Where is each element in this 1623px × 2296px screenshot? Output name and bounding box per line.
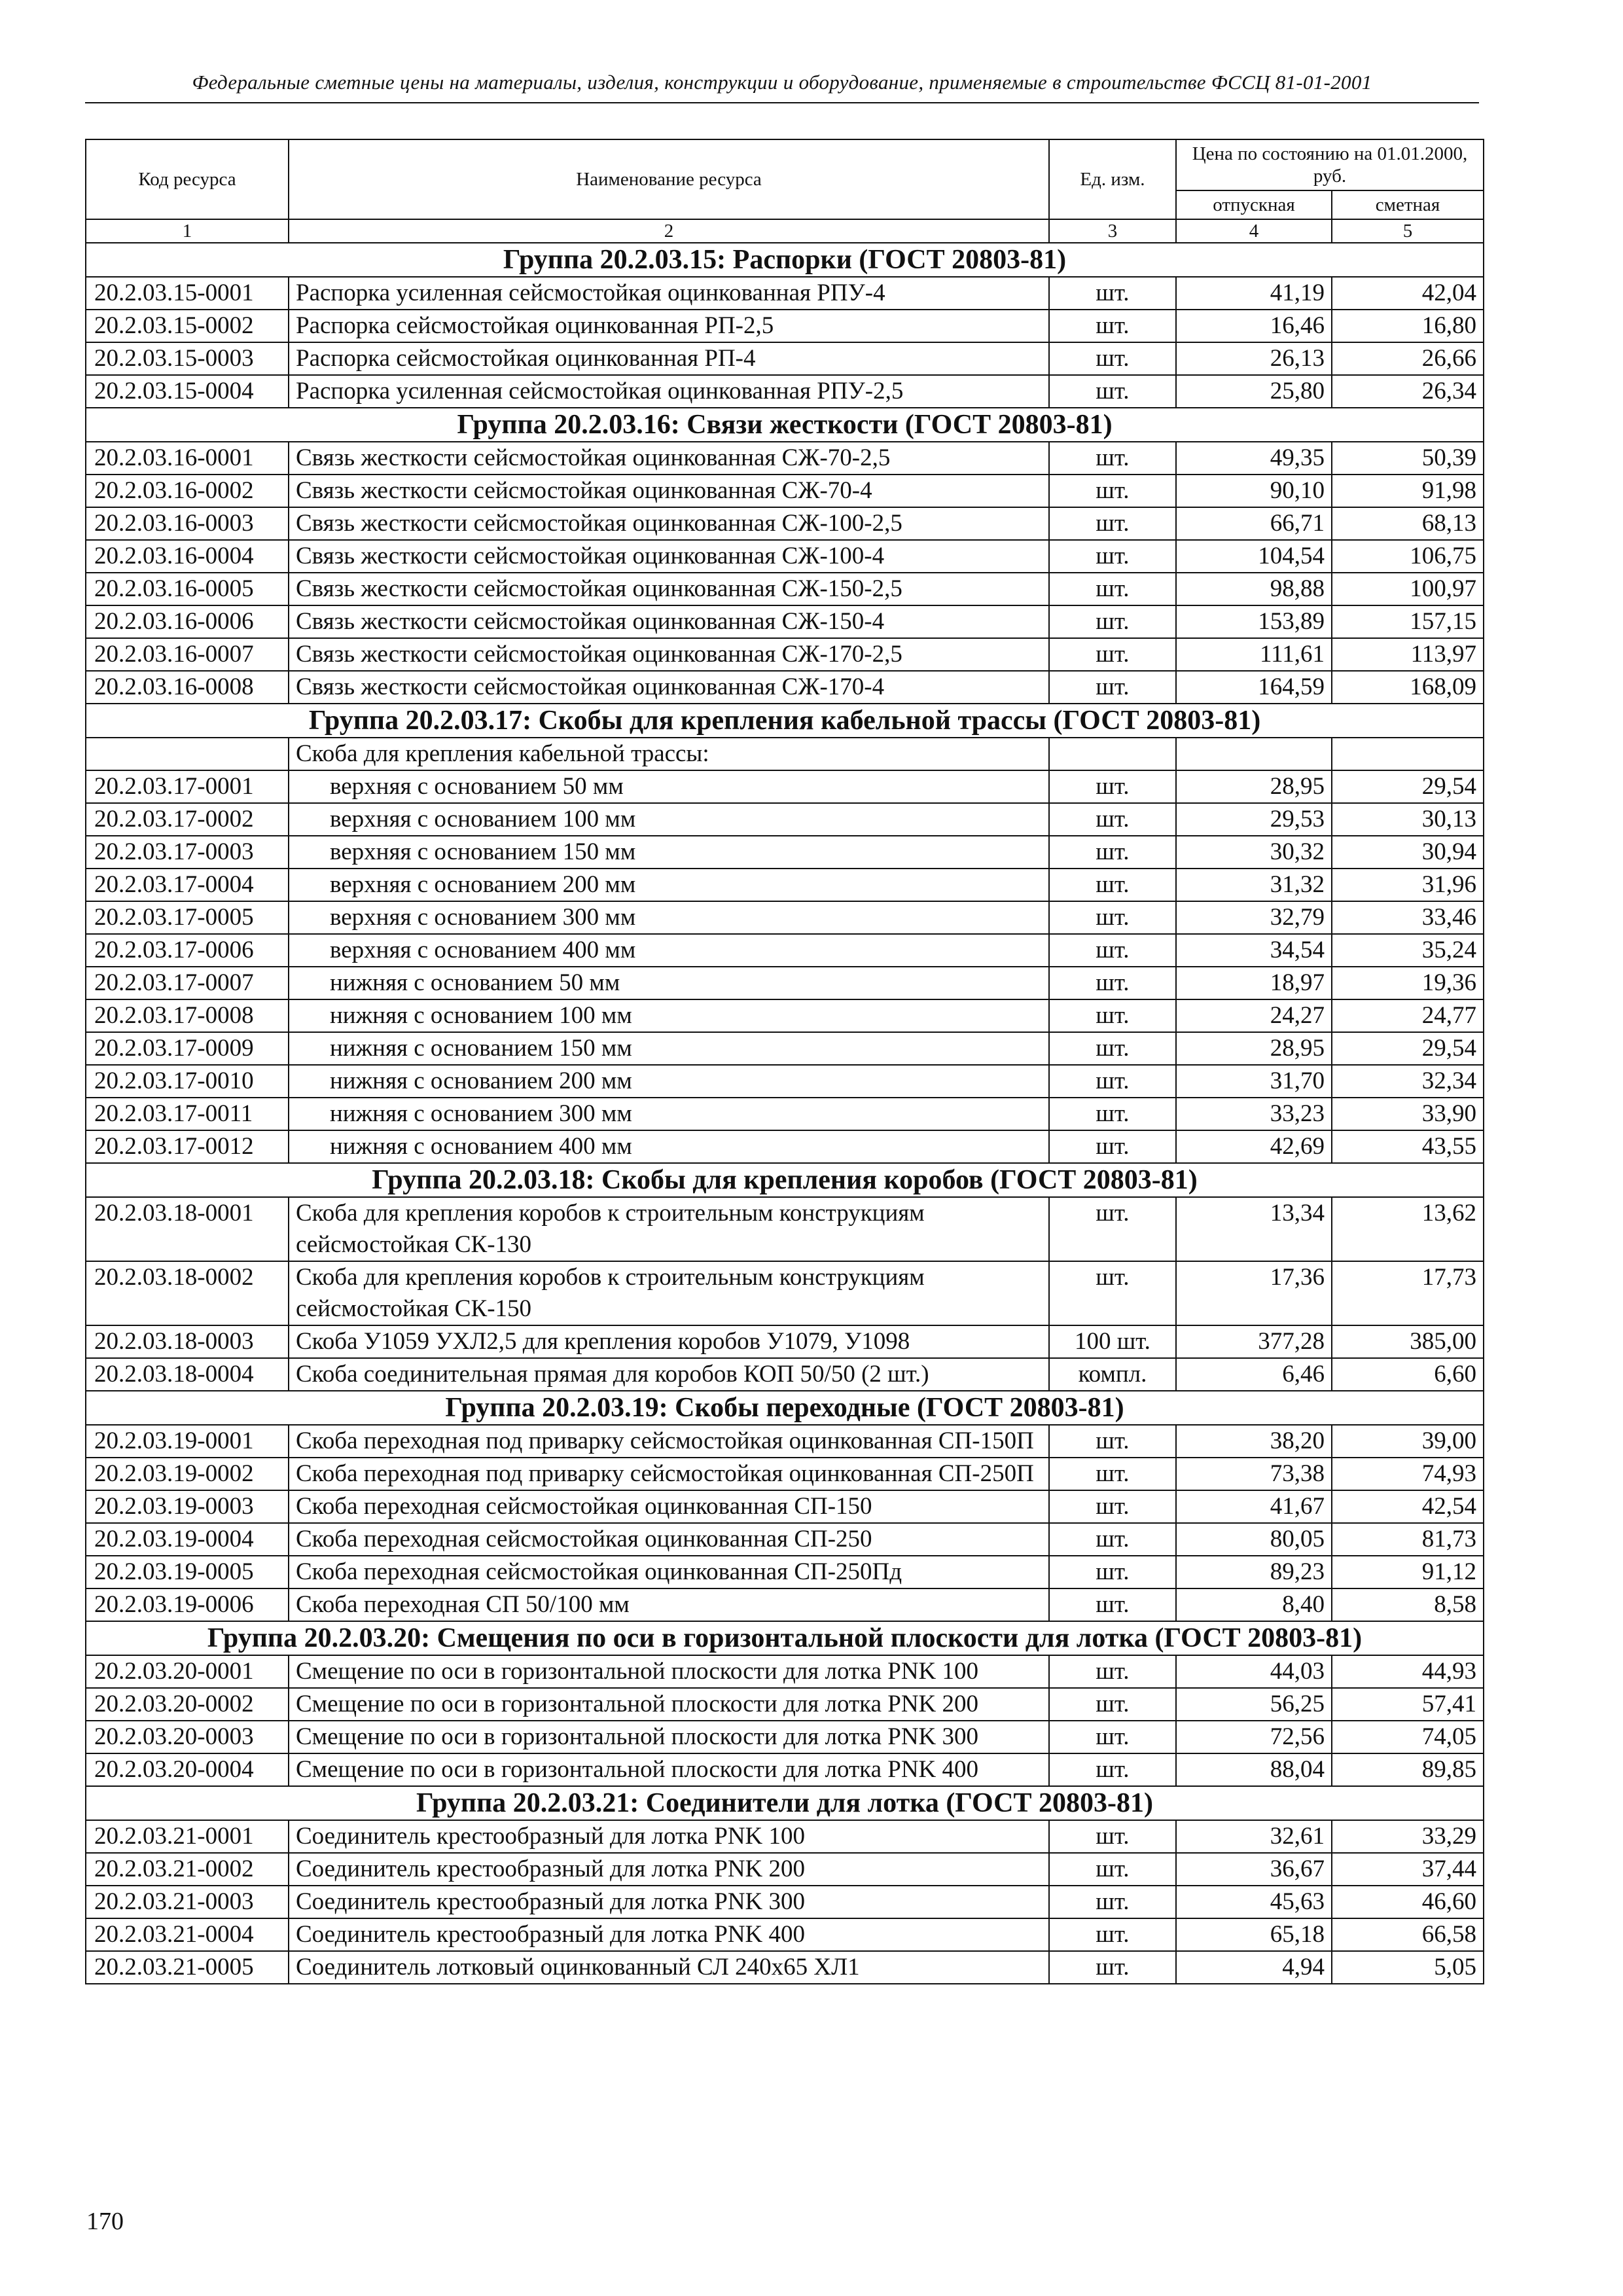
estimate-price: 100,97 (1332, 573, 1484, 605)
table-row (86, 1918, 1484, 1951)
col-number-3: 3 (1049, 219, 1176, 243)
estimate-price: 35,24 (1332, 934, 1484, 967)
resource-code: 20.2.03.15-0004 (86, 375, 289, 408)
group-row (86, 1621, 1484, 1655)
release-price: 89,23 (1176, 1556, 1332, 1588)
release-price: 26,13 (1176, 342, 1332, 375)
table-row (86, 836, 1484, 869)
resource-name: Связь жесткости сейсмостойкая оцинкованная СЖ-170-2,5 (289, 638, 1049, 671)
table-row (86, 1820, 1484, 1853)
table-row (86, 1753, 1484, 1786)
table-row (86, 671, 1484, 704)
resource-code: 20.2.03.16-0007 (86, 638, 289, 671)
estimate-price: 31,96 (1332, 869, 1484, 901)
release-price: 73,38 (1176, 1458, 1332, 1490)
resource-name: Распорка сейсмостойкая оцинкованная РП-2,5 (289, 310, 1049, 342)
unit-of-measure: шт. (1049, 1853, 1176, 1886)
col-number-4: 4 (1176, 219, 1332, 243)
release-price: 56,25 (1176, 1688, 1332, 1721)
unit-of-measure: шт. (1049, 1886, 1176, 1918)
resource-code: 20.2.03.17-0003 (86, 836, 289, 869)
resource-name: Скоба соединительная прямая для коробов КОП 50/50 (2 шт.) (289, 1358, 1049, 1391)
resource-code: 20.2.03.16-0004 (86, 540, 289, 573)
estimate-price: 16,80 (1332, 310, 1484, 342)
resource-name: верхняя с основанием 50 мм (289, 770, 1049, 803)
table-row (86, 1721, 1484, 1753)
unit-of-measure: шт. (1049, 1130, 1176, 1163)
col-header-code: Код ресурса (86, 139, 289, 219)
table-row (86, 1425, 1484, 1458)
estimate-price: 33,90 (1332, 1098, 1484, 1130)
subheading-text: Скоба для крепления кабельной трассы: (289, 738, 1049, 770)
release-price: 80,05 (1176, 1523, 1332, 1556)
resource-code: 20.2.03.17-0004 (86, 869, 289, 901)
table-row (86, 999, 1484, 1032)
table-row (86, 1032, 1484, 1065)
estimate-price: 19,36 (1332, 967, 1484, 999)
estimate-price: 46,60 (1332, 1886, 1484, 1918)
release-price: 45,63 (1176, 1886, 1332, 1918)
table-row (86, 967, 1484, 999)
resource-code: 20.2.03.16-0006 (86, 605, 289, 638)
group-row (86, 704, 1484, 738)
table-row (86, 1588, 1484, 1621)
unit-of-measure: шт. (1049, 573, 1176, 605)
header-rule (85, 102, 1479, 103)
resource-name: верхняя с основанием 400 мм (289, 934, 1049, 967)
table-row (86, 1853, 1484, 1886)
resource-name: нижняя с основанием 400 мм (289, 1130, 1049, 1163)
table-header (86, 139, 1484, 243)
resource-code: 20.2.03.21-0003 (86, 1886, 289, 1918)
unit-of-measure: шт. (1049, 1688, 1176, 1721)
group-title: Группа 20.2.03.18: Скобы для крепления коробов (ГОСТ 20803-81) (86, 1163, 1484, 1197)
table-row (86, 1358, 1484, 1391)
resource-code: 20.2.03.18-0001 (86, 1197, 289, 1261)
release-price: 49,35 (1176, 442, 1332, 475)
unit-of-measure: шт. (1049, 1065, 1176, 1098)
group-row (86, 1163, 1484, 1197)
page-number: 170 (86, 2208, 124, 2235)
resource-code: 20.2.03.19-0002 (86, 1458, 289, 1490)
resource-code: 20.2.03.17-0010 (86, 1065, 289, 1098)
resource-code: 20.2.03.21-0001 (86, 1820, 289, 1853)
estimate-price: 5,05 (1332, 1951, 1484, 1984)
unit-of-measure: шт. (1049, 1588, 1176, 1621)
estimate-price: 50,39 (1332, 442, 1484, 475)
unit-of-measure: шт. (1049, 770, 1176, 803)
table-row (86, 770, 1484, 803)
estimate-price: 42,04 (1332, 277, 1484, 310)
unit-of-measure: шт. (1049, 1425, 1176, 1458)
subheading-row (86, 738, 1484, 770)
resource-name: Смещение по оси в горизонтальной плоскости для лотка PNK 300 (289, 1721, 1049, 1753)
unit-of-measure: шт. (1049, 342, 1176, 375)
release-price: 44,03 (1176, 1655, 1332, 1688)
table-row (86, 638, 1484, 671)
release-price: 164,59 (1176, 671, 1332, 704)
release-price: 13,34 (1176, 1197, 1332, 1261)
unit-of-measure: шт. (1049, 1951, 1176, 1984)
resource-name: Соединитель крестообразный для лотка PNK 400 (289, 1918, 1049, 1951)
release-price: 16,46 (1176, 310, 1332, 342)
unit-of-measure: шт. (1049, 1261, 1176, 1325)
estimate-price: 24,77 (1332, 999, 1484, 1032)
resource-code: 20.2.03.19-0003 (86, 1490, 289, 1523)
resource-code: 20.2.03.18-0004 (86, 1358, 289, 1391)
unit-of-measure: шт. (1049, 310, 1176, 342)
group-row (86, 408, 1484, 442)
table-row (86, 375, 1484, 408)
table-row (86, 342, 1484, 375)
release-price: 17,36 (1176, 1261, 1332, 1325)
release-price: 153,89 (1176, 605, 1332, 638)
estimate-price: 26,66 (1332, 342, 1484, 375)
estimate-price: 68,13 (1332, 507, 1484, 540)
table-row (86, 605, 1484, 638)
resource-name: Связь жесткости сейсмостойкая оцинкованная СЖ-70-4 (289, 475, 1049, 507)
unit-of-measure: шт. (1049, 1098, 1176, 1130)
resource-name: Распорка усиленная сейсмостойкая оцинкованная РПУ-2,5 (289, 375, 1049, 408)
release-price: 18,97 (1176, 967, 1332, 999)
table-row (86, 475, 1484, 507)
table-row (86, 901, 1484, 934)
estimate-price: 91,12 (1332, 1556, 1484, 1588)
resource-name: нижняя с основанием 100 мм (289, 999, 1049, 1032)
unit-of-measure: шт. (1049, 277, 1176, 310)
resource-name: Смещение по оси в горизонтальной плоскости для лотка PNK 400 (289, 1753, 1049, 1786)
estimate-price: 29,54 (1332, 1032, 1484, 1065)
estimate-price: 385,00 (1332, 1325, 1484, 1358)
resource-name: нижняя с основанием 150 мм (289, 1032, 1049, 1065)
resource-code: 20.2.03.18-0002 (86, 1261, 289, 1325)
release-price: 36,67 (1176, 1853, 1332, 1886)
col-header-price: Цена по состоянию на 01.01.2000, руб. (1176, 139, 1484, 190)
resource-name: Связь жесткости сейсмостойкая оцинкованная СЖ-170-4 (289, 671, 1049, 704)
release-price: 98,88 (1176, 573, 1332, 605)
resource-code: 20.2.03.17-0011 (86, 1098, 289, 1130)
table-row (86, 1325, 1484, 1358)
col-header-name: Наименование ресурса (289, 139, 1049, 219)
resource-code: 20.2.03.20-0003 (86, 1721, 289, 1753)
resource-code: 20.2.03.21-0002 (86, 1853, 289, 1886)
release-price: 28,95 (1176, 1032, 1332, 1065)
group-title: Группа 20.2.03.16: Связи жесткости (ГОСТ 20803-81) (86, 408, 1484, 442)
group-row (86, 1391, 1484, 1425)
resource-code: 20.2.03.16-0008 (86, 671, 289, 704)
resource-name: Скоба переходная сейсмостойкая оцинкованная СП-250Пд (289, 1556, 1049, 1588)
resource-code: 20.2.03.20-0002 (86, 1688, 289, 1721)
estimate-price: 30,94 (1332, 836, 1484, 869)
release-price: 8,40 (1176, 1588, 1332, 1621)
unit-of-measure: шт. (1049, 1918, 1176, 1951)
resource-code: 20.2.03.20-0001 (86, 1655, 289, 1688)
release-price: 31,32 (1176, 869, 1332, 901)
unit-of-measure: шт. (1049, 836, 1176, 869)
col-number-1: 1 (86, 219, 289, 243)
col-header-unit: Ед. изм. (1049, 139, 1176, 219)
resource-code: 20.2.03.15-0001 (86, 277, 289, 310)
resource-name: Скоба для крепления коробов к строительным конструкциям сейсмостойкая СК-130 (289, 1197, 1049, 1261)
resource-name: Соединитель лотковый оцинкованный СЛ 240х65 ХЛ1 (289, 1951, 1049, 1984)
unit-of-measure: шт. (1049, 901, 1176, 934)
unit-of-measure: шт. (1049, 1458, 1176, 1490)
resource-name: верхняя с основанием 200 мм (289, 869, 1049, 901)
unit-of-measure: шт. (1049, 638, 1176, 671)
resource-name: Скоба переходная под приварку сейсмостойкая оцинкованная СП-150П (289, 1425, 1049, 1458)
table-row (86, 277, 1484, 310)
table-row (86, 869, 1484, 901)
estimate-price: 44,93 (1332, 1655, 1484, 1688)
release-price: 32,79 (1176, 901, 1332, 934)
resource-name: Смещение по оси в горизонтальной плоскости для лотка PNK 100 (289, 1655, 1049, 1688)
estimate-price: 6,60 (1332, 1358, 1484, 1391)
resource-name: Скоба переходная сейсмостойкая оцинкованная СП-250 (289, 1523, 1049, 1556)
estimate-price: 43,55 (1332, 1130, 1484, 1163)
unit-of-measure: шт. (1049, 671, 1176, 704)
resource-code: 20.2.03.19-0006 (86, 1588, 289, 1621)
release-price: 88,04 (1176, 1753, 1332, 1786)
estimate-price: 37,44 (1332, 1853, 1484, 1886)
unit-of-measure: шт. (1049, 934, 1176, 967)
unit-of-measure: шт. (1049, 803, 1176, 836)
table-row (86, 803, 1484, 836)
table-row (86, 1951, 1484, 1984)
release-price: 34,54 (1176, 934, 1332, 967)
resource-code: 20.2.03.17-0009 (86, 1032, 289, 1065)
resource-code: 20.2.03.18-0003 (86, 1325, 289, 1358)
resource-code: 20.2.03.15-0003 (86, 342, 289, 375)
estimate-price: 26,34 (1332, 375, 1484, 408)
subheading-estimate-cell (1332, 738, 1484, 770)
estimate-price: 17,73 (1332, 1261, 1484, 1325)
table-row (86, 1655, 1484, 1688)
table-row (86, 1523, 1484, 1556)
group-title: Группа 20.2.03.15: Распорки (ГОСТ 20803-81) (86, 243, 1484, 277)
resource-name: Связь жесткости сейсмостойкая оцинкованная СЖ-100-2,5 (289, 507, 1049, 540)
group-title: Группа 20.2.03.19: Скобы переходные (ГОСТ 20803-81) (86, 1391, 1484, 1425)
estimate-price: 33,46 (1332, 901, 1484, 934)
unit-of-measure: шт. (1049, 540, 1176, 573)
group-title: Группа 20.2.03.17: Скобы для крепления кабельной трассы (ГОСТ 20803-81) (86, 704, 1484, 738)
table-row (86, 1098, 1484, 1130)
resource-code: 20.2.03.19-0004 (86, 1523, 289, 1556)
group-row (86, 1786, 1484, 1820)
unit-of-measure: шт. (1049, 1820, 1176, 1853)
release-price: 104,54 (1176, 540, 1332, 573)
release-price: 38,20 (1176, 1425, 1332, 1458)
estimate-price: 74,93 (1332, 1458, 1484, 1490)
unit-of-measure: шт. (1049, 1753, 1176, 1786)
resource-name: Связь жесткости сейсмостойкая оцинкованная СЖ-100-4 (289, 540, 1049, 573)
unit-of-measure: шт. (1049, 869, 1176, 901)
table-row (86, 442, 1484, 475)
table-row (86, 310, 1484, 342)
release-price: 6,46 (1176, 1358, 1332, 1391)
release-price: 41,67 (1176, 1490, 1332, 1523)
unit-of-measure: шт. (1049, 1523, 1176, 1556)
table-row (86, 540, 1484, 573)
estimate-price: 106,75 (1332, 540, 1484, 573)
resource-code: 20.2.03.20-0004 (86, 1753, 289, 1786)
release-price: 24,27 (1176, 999, 1332, 1032)
estimate-price: 81,73 (1332, 1523, 1484, 1556)
release-price: 90,10 (1176, 475, 1332, 507)
resource-name: верхняя с основанием 150 мм (289, 836, 1049, 869)
release-price: 4,94 (1176, 1951, 1332, 1984)
resource-code: 20.2.03.17-0005 (86, 901, 289, 934)
unit-of-measure: шт. (1049, 1655, 1176, 1688)
resource-name: Скоба для крепления коробов к строительным конструкциям сейсмостойкая СК-150 (289, 1261, 1049, 1325)
resource-code: 20.2.03.17-0001 (86, 770, 289, 803)
resource-name: Смещение по оси в горизонтальной плоскости для лотка PNK 200 (289, 1688, 1049, 1721)
resource-name: Скоба переходная СП 50/100 мм (289, 1588, 1049, 1621)
resource-name: нижняя с основанием 300 мм (289, 1098, 1049, 1130)
table-row (86, 573, 1484, 605)
estimate-price: 91,98 (1332, 475, 1484, 507)
release-price: 65,18 (1176, 1918, 1332, 1951)
estimate-price: 74,05 (1332, 1721, 1484, 1753)
resource-name: нижняя с основанием 50 мм (289, 967, 1049, 999)
estimate-price: 13,62 (1332, 1197, 1484, 1261)
unit-of-measure: компл. (1049, 1358, 1176, 1391)
release-price: 111,61 (1176, 638, 1332, 671)
release-price: 41,19 (1176, 277, 1332, 310)
release-price: 72,56 (1176, 1721, 1332, 1753)
estimate-price: 32,34 (1332, 1065, 1484, 1098)
table-row (86, 1688, 1484, 1721)
resource-code: 20.2.03.16-0005 (86, 573, 289, 605)
estimate-price: 168,09 (1332, 671, 1484, 704)
release-price: 33,23 (1176, 1098, 1332, 1130)
resource-code: 20.2.03.19-0005 (86, 1556, 289, 1588)
unit-of-measure: шт. (1049, 375, 1176, 408)
estimate-price: 57,41 (1332, 1688, 1484, 1721)
table-row (86, 1886, 1484, 1918)
table-row (86, 1261, 1484, 1325)
resource-name: Распорка сейсмостойкая оцинкованная РП-4 (289, 342, 1049, 375)
estimate-price: 113,97 (1332, 638, 1484, 671)
estimate-price: 89,85 (1332, 1753, 1484, 1786)
resource-code: 20.2.03.19-0001 (86, 1425, 289, 1458)
subheading-release-cell (1176, 738, 1332, 770)
resource-code: 20.2.03.16-0001 (86, 442, 289, 475)
resource-name: Распорка усиленная сейсмостойкая оцинкованная РПУ-4 (289, 277, 1049, 310)
estimate-price: 66,58 (1332, 1918, 1484, 1951)
resource-code: 20.2.03.17-0008 (86, 999, 289, 1032)
resource-name: Скоба переходная под приварку сейсмостойкая оцинкованная СП-250П (289, 1458, 1049, 1490)
resource-name: Скоба У1059 УХЛ2,5 для крепления коробов У1079, У1098 (289, 1325, 1049, 1358)
release-price: 66,71 (1176, 507, 1332, 540)
unit-of-measure: шт. (1049, 999, 1176, 1032)
resource-name: Связь жесткости сейсмостойкая оцинкованная СЖ-70-2,5 (289, 442, 1049, 475)
estimate-price: 42,54 (1332, 1490, 1484, 1523)
col-header-release: отпускная (1176, 190, 1332, 219)
resource-code: 20.2.03.17-0006 (86, 934, 289, 967)
resource-name: верхняя с основанием 300 мм (289, 901, 1049, 934)
subheading-unit-cell (1049, 738, 1176, 770)
unit-of-measure: шт. (1049, 1721, 1176, 1753)
unit-of-measure: шт. (1049, 967, 1176, 999)
resource-name: Связь жесткости сейсмостойкая оцинкованная СЖ-150-2,5 (289, 573, 1049, 605)
unit-of-measure: 100 шт. (1049, 1325, 1176, 1358)
release-price: 377,28 (1176, 1325, 1332, 1358)
release-price: 32,61 (1176, 1820, 1332, 1853)
resource-code: 20.2.03.16-0003 (86, 507, 289, 540)
table-row (86, 1490, 1484, 1523)
table-row (86, 1556, 1484, 1588)
release-price: 42,69 (1176, 1130, 1332, 1163)
running-header: Федеральные сметные цены на материалы, изделия, конструкции и оборудование, применяемые в строительстве ФССЦ 81-01-2001 (192, 71, 1372, 94)
unit-of-measure: шт. (1049, 1556, 1176, 1588)
table-row (86, 1458, 1484, 1490)
resource-code: 20.2.03.15-0002 (86, 310, 289, 342)
unit-of-measure: шт. (1049, 1032, 1176, 1065)
estimate-price: 33,29 (1332, 1820, 1484, 1853)
table-row (86, 1197, 1484, 1261)
table-row (86, 507, 1484, 540)
resource-code: 20.2.03.21-0005 (86, 1951, 289, 1984)
resource-name: Соединитель крестообразный для лотка PNK 300 (289, 1886, 1049, 1918)
unit-of-measure: шт. (1049, 605, 1176, 638)
table-body (86, 243, 1484, 1984)
table-row (86, 1065, 1484, 1098)
col-header-estimate: сметная (1332, 190, 1484, 219)
unit-of-measure: шт. (1049, 1197, 1176, 1261)
col-number-5: 5 (1332, 219, 1484, 243)
subheading-code-cell (86, 738, 289, 770)
group-title: Группа 20.2.03.21: Соединители для лотка (ГОСТ 20803-81) (86, 1786, 1484, 1820)
resource-code: 20.2.03.21-0004 (86, 1918, 289, 1951)
resource-name: Соединитель крестообразный для лотка PNK 200 (289, 1853, 1049, 1886)
unit-of-measure: шт. (1049, 475, 1176, 507)
estimate-price: 8,58 (1332, 1588, 1484, 1621)
resource-code: 20.2.03.17-0012 (86, 1130, 289, 1163)
estimate-price: 29,54 (1332, 770, 1484, 803)
release-price: 29,53 (1176, 803, 1332, 836)
estimate-price: 30,13 (1332, 803, 1484, 836)
resource-code: 20.2.03.17-0007 (86, 967, 289, 999)
release-price: 31,70 (1176, 1065, 1332, 1098)
resource-code: 20.2.03.17-0002 (86, 803, 289, 836)
release-price: 30,32 (1176, 836, 1332, 869)
unit-of-measure: шт. (1049, 507, 1176, 540)
table-row (86, 1130, 1484, 1163)
resource-name: нижняя с основанием 200 мм (289, 1065, 1049, 1098)
release-price: 28,95 (1176, 770, 1332, 803)
estimate-price: 157,15 (1332, 605, 1484, 638)
group-title: Группа 20.2.03.20: Смещения по оси в горизонтальной плоскости для лотка (ГОСТ 20803-81) (86, 1621, 1484, 1655)
resource-code: 20.2.03.16-0002 (86, 475, 289, 507)
resource-name: верхняя с основанием 100 мм (289, 803, 1049, 836)
price-table (85, 139, 1484, 1984)
resource-name: Скоба переходная сейсмостойкая оцинкованная СП-150 (289, 1490, 1049, 1523)
release-price: 25,80 (1176, 375, 1332, 408)
col-number-2: 2 (289, 219, 1049, 243)
resource-name: Связь жесткости сейсмостойкая оцинкованная СЖ-150-4 (289, 605, 1049, 638)
resource-name: Соединитель крестообразный для лотка PNK 100 (289, 1820, 1049, 1853)
group-row (86, 243, 1484, 277)
unit-of-measure: шт. (1049, 442, 1176, 475)
table-row (86, 934, 1484, 967)
estimate-price: 39,00 (1332, 1425, 1484, 1458)
unit-of-measure: шт. (1049, 1490, 1176, 1523)
